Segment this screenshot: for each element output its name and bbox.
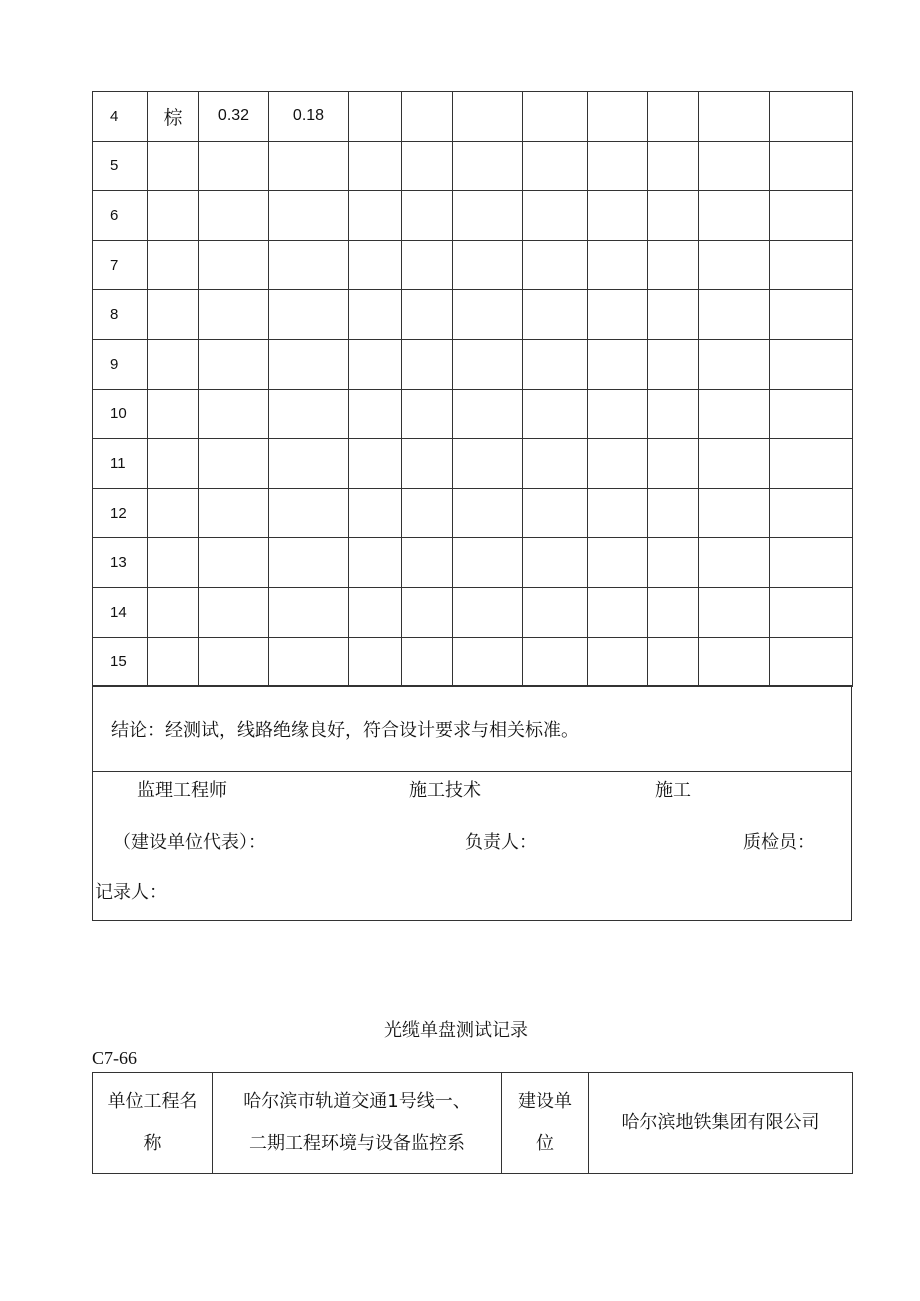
empty-cell: [648, 339, 699, 389]
qc-label: 施工: [655, 780, 691, 801]
project-name-value-cell: [213, 1073, 502, 1174]
empty-cell: [648, 240, 699, 290]
value-2-cell: [269, 439, 349, 489]
value-1-cell: [199, 141, 269, 191]
value-1-cell: [199, 389, 269, 439]
empty-cell: [588, 290, 648, 340]
value-2-cell: [269, 240, 349, 290]
value-1-cell: [199, 339, 269, 389]
tech-lead-label-2: 负责人：: [465, 832, 537, 853]
table-row: [93, 637, 853, 687]
empty-cell: [648, 389, 699, 439]
empty-cell: [402, 141, 453, 191]
empty-cell: [523, 92, 588, 142]
tech-lead-label: 施工技术: [409, 780, 481, 801]
value-2-cell: [269, 488, 349, 538]
value-1-cell: [199, 637, 269, 687]
value-2-cell: [269, 339, 349, 389]
empty-cell: [402, 290, 453, 340]
empty-cell: [770, 240, 853, 290]
table-row: [93, 191, 853, 241]
row-number-cell: 15: [93, 637, 148, 687]
empty-cell: [699, 92, 770, 142]
table-row: [93, 538, 853, 588]
empty-cell: [402, 389, 453, 439]
empty-cell: [770, 290, 853, 340]
empty-cell: [699, 240, 770, 290]
table-row: [93, 587, 853, 637]
empty-cell: [648, 488, 699, 538]
empty-cell: [523, 488, 588, 538]
empty-cell: [648, 587, 699, 637]
builder-label: 建设单: [518, 1091, 572, 1112]
fiber-color-cell: [148, 141, 199, 191]
value-2-cell: 0.18: [269, 92, 349, 142]
empty-cell: [402, 637, 453, 687]
empty-cell: [699, 339, 770, 389]
empty-cell: [699, 141, 770, 191]
project-info-table: [92, 1072, 853, 1174]
empty-cell: [648, 141, 699, 191]
empty-cell: [402, 538, 453, 588]
value-2-cell: [269, 538, 349, 588]
row-number-cell: 9: [93, 339, 148, 389]
value-1-cell: [199, 439, 269, 489]
empty-cell: [453, 488, 523, 538]
empty-cell: [349, 389, 402, 439]
empty-cell: [349, 240, 402, 290]
fiber-color-cell: [148, 538, 199, 588]
empty-cell: [770, 637, 853, 687]
row-number-cell: 11: [93, 439, 148, 489]
section-title: 光缆单盘测试记录: [384, 1020, 528, 1041]
row-number-cell: 6: [93, 191, 148, 241]
empty-cell: [453, 141, 523, 191]
empty-cell: [453, 339, 523, 389]
row-number-cell: 5: [93, 141, 148, 191]
empty-cell: [453, 191, 523, 241]
empty-cell: [588, 389, 648, 439]
empty-cell: [349, 488, 402, 538]
empty-cell: [453, 439, 523, 489]
empty-cell: [770, 339, 853, 389]
empty-cell: [453, 538, 523, 588]
value-1-cell: [199, 488, 269, 538]
empty-cell: [699, 538, 770, 588]
empty-cell: [349, 290, 402, 340]
row-number-cell: 4: [93, 92, 148, 142]
empty-cell: [770, 538, 853, 588]
builder-value-cell: [589, 1073, 853, 1174]
empty-cell: [402, 191, 453, 241]
empty-cell: [699, 637, 770, 687]
project-name-label-2: 称: [143, 1133, 162, 1154]
empty-cell: [770, 141, 853, 191]
empty-cell: [453, 240, 523, 290]
supervisor-rep-label: （建设单位代表）：: [113, 832, 266, 853]
empty-cell: [349, 191, 402, 241]
empty-cell: [588, 439, 648, 489]
empty-cell: [523, 191, 588, 241]
empty-cell: [523, 538, 588, 588]
table-row: [93, 141, 853, 191]
empty-cell: [699, 587, 770, 637]
empty-cell: [588, 92, 648, 142]
builder-value: 哈尔滨地铁集团有限公司: [621, 1112, 820, 1133]
value-2-cell: [269, 191, 349, 241]
empty-cell: [453, 92, 523, 142]
empty-cell: [349, 637, 402, 687]
fiber-color-cell: [148, 240, 199, 290]
table-row: [93, 488, 853, 538]
empty-cell: [523, 587, 588, 637]
builder-label-2: 位: [536, 1133, 554, 1154]
value-2-cell: [269, 637, 349, 687]
project-name-label-cell: [93, 1073, 213, 1174]
empty-cell: [588, 637, 648, 687]
empty-cell: [648, 439, 699, 489]
supervisor-label: 监理工程师: [137, 780, 227, 801]
empty-cell: [588, 488, 648, 538]
table-row: [93, 389, 853, 439]
empty-cell: [770, 389, 853, 439]
empty-cell: [402, 92, 453, 142]
empty-cell: [523, 389, 588, 439]
fiber-color-cell: [148, 439, 199, 489]
empty-cell: [402, 488, 453, 538]
empty-cell: [349, 92, 402, 142]
fiber-color-cell: [148, 290, 199, 340]
value-2-cell: [269, 290, 349, 340]
empty-cell: [523, 290, 588, 340]
fiber-color-cell: [148, 389, 199, 439]
project-name-label: 单位工程名: [107, 1091, 198, 1112]
empty-cell: [770, 191, 853, 241]
row-number-cell: 12: [93, 488, 148, 538]
project-name-value: 哈尔滨市轨道交通1号线一、: [243, 1091, 471, 1112]
test-table: [92, 91, 853, 687]
qc-label-2: 质检员：: [743, 832, 815, 853]
recorder-label: 记录人：: [95, 882, 167, 903]
empty-cell: [453, 389, 523, 439]
row-number-cell: 13: [93, 538, 148, 588]
value-2-cell: [269, 587, 349, 637]
empty-cell: [453, 637, 523, 687]
value-1-cell: [199, 538, 269, 588]
fiber-color-cell: 棕: [148, 92, 199, 142]
row-number-cell: 7: [93, 240, 148, 290]
form-code: C7-66: [92, 1048, 137, 1068]
row-number-cell: 10: [93, 389, 148, 439]
value-2-cell: [269, 141, 349, 191]
empty-cell: [699, 488, 770, 538]
empty-cell: [588, 191, 648, 241]
empty-cell: [349, 439, 402, 489]
empty-cell: [402, 240, 453, 290]
fiber-color-cell: [148, 488, 199, 538]
table-row: [93, 339, 853, 389]
fiber-color-cell: [148, 637, 199, 687]
table-row: [93, 92, 853, 142]
value-1-cell: 0.32: [199, 92, 269, 142]
empty-cell: [523, 339, 588, 389]
builder-label-cell: [502, 1073, 589, 1174]
empty-cell: [648, 191, 699, 241]
empty-cell: [648, 92, 699, 142]
fiber-color-cell: [148, 339, 199, 389]
empty-cell: [523, 141, 588, 191]
empty-cell: [588, 240, 648, 290]
row-number-cell: 8: [93, 290, 148, 340]
empty-cell: [648, 538, 699, 588]
empty-cell: [648, 290, 699, 340]
empty-cell: [349, 141, 402, 191]
empty-cell: [453, 587, 523, 637]
fiber-color-cell: [148, 587, 199, 637]
empty-cell: [699, 389, 770, 439]
value-1-cell: [199, 587, 269, 637]
empty-cell: [588, 587, 648, 637]
value-2-cell: [269, 389, 349, 439]
empty-cell: [349, 339, 402, 389]
empty-cell: [699, 439, 770, 489]
empty-cell: [699, 290, 770, 340]
signatures-box: [92, 771, 852, 921]
empty-cell: [523, 240, 588, 290]
table-row: [93, 439, 853, 489]
empty-cell: [699, 191, 770, 241]
empty-cell: [349, 538, 402, 588]
value-1-cell: [199, 240, 269, 290]
row-number-cell: 14: [93, 587, 148, 637]
conclusion-text: 结论：经测试，线路绝缘良好，符合设计要求与相关标准。: [111, 720, 579, 741]
empty-cell: [770, 587, 853, 637]
empty-cell: [523, 439, 588, 489]
value-1-cell: [199, 290, 269, 340]
empty-cell: [453, 290, 523, 340]
empty-cell: [402, 339, 453, 389]
empty-cell: [588, 339, 648, 389]
table-row: [93, 290, 853, 340]
empty-cell: [648, 637, 699, 687]
conclusion-box: [92, 685, 852, 772]
empty-cell: [588, 141, 648, 191]
empty-cell: [770, 92, 853, 142]
empty-cell: [349, 587, 402, 637]
empty-cell: [402, 439, 453, 489]
fiber-color-cell: [148, 191, 199, 241]
empty-cell: [770, 488, 853, 538]
empty-cell: [523, 637, 588, 687]
empty-cell: [402, 587, 453, 637]
project-name-value-2: 二期工程环境与设备监控系: [249, 1133, 465, 1154]
empty-cell: [770, 439, 853, 489]
table-row: [93, 240, 853, 290]
empty-cell: [588, 538, 648, 588]
value-1-cell: [199, 191, 269, 241]
